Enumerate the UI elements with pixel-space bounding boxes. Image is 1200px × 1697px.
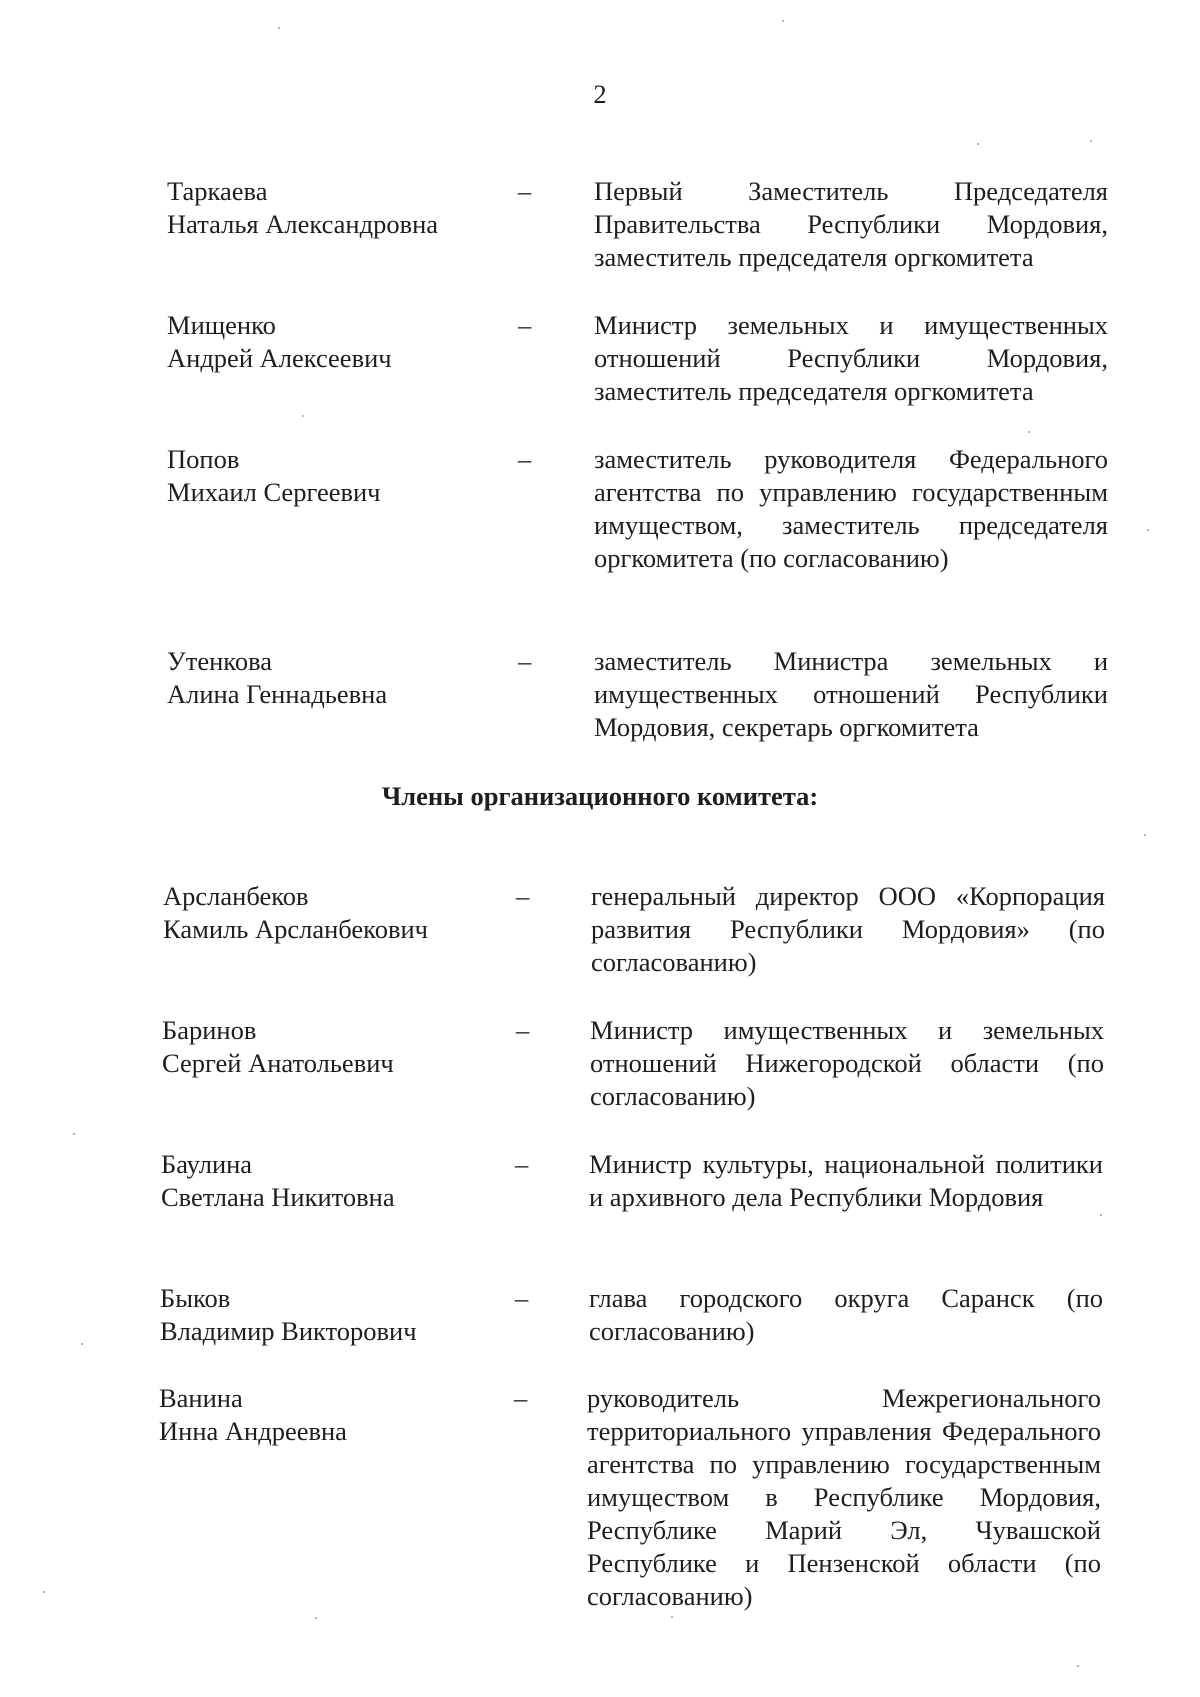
entry-dash: – [516, 881, 530, 911]
person-surname: Попов [167, 444, 240, 474]
scan-speck [73, 1133, 75, 1135]
entry-dash: – [518, 176, 532, 206]
person-given-names: Светлана Никитовна [161, 1182, 395, 1212]
person-given-names: Владимир Викторович [160, 1316, 417, 1346]
person-name [161, 1148, 481, 1214]
scan-speck [1100, 1214, 1102, 1216]
person-surname: Баулина [161, 1149, 253, 1179]
person-surname: Мищенко [167, 310, 276, 340]
person-name [167, 645, 487, 711]
scan-speck [1028, 431, 1030, 433]
person-role: глава городского округа Саранск (по согласованию) [589, 1283, 1103, 1346]
page-number: 2 [593, 79, 607, 109]
scan-speck [278, 27, 280, 29]
scan-speck [315, 1617, 317, 1619]
person-role: Министр культуры, национальной политики и архивного дела Республики Мордовия [589, 1149, 1103, 1212]
person-surname: Таркаева [167, 176, 268, 206]
scan-speck [43, 1591, 45, 1593]
person-surname: Быков [160, 1283, 231, 1313]
person-role: Первый Заместитель Председателя Правительства Республики Мордовия, заместитель председателя оргкомитета [594, 176, 1108, 272]
scan-speck [1144, 834, 1146, 836]
person-role: заместитель руководителя Федерального агентства по управлению государственным имуществом, заместитель председателя оргкомитета (по согласованию) [594, 444, 1108, 573]
scan-speck [977, 143, 979, 145]
person-name [163, 880, 483, 946]
scan-speck [1147, 529, 1149, 531]
person-given-names: Сергей Анатольевич [162, 1048, 394, 1078]
entry-dash: – [518, 646, 532, 676]
scan-speck [782, 20, 784, 22]
person-given-names: Андрей Алексеевич [167, 343, 392, 373]
person-given-names: Инна Андреевна [159, 1416, 347, 1446]
person-name [167, 309, 487, 375]
person-name [160, 1282, 480, 1348]
scan-speck [671, 1616, 673, 1618]
person-surname: Утенкова [167, 646, 272, 676]
person-surname: Баринов [162, 1015, 257, 1045]
person-given-names: Алина Геннадьевна [167, 679, 388, 709]
person-role: Министр имущественных и земельных отношений Нижегородской области (по согласованию) [590, 1015, 1104, 1111]
entry-dash: – [514, 1383, 528, 1413]
person-role: генеральный директор ООО «Корпорация развития Республики Мордовия» (по согласованию) [591, 881, 1105, 977]
entry-dash: – [515, 1149, 529, 1179]
person-name [167, 175, 487, 241]
person-given-names: Камиль Арсланбекович [163, 914, 428, 944]
person-role: руководитель Межрегионального территориального управления Федерального агентства по управлению государственным имуществом в Республике Мордовия, Республике Марий Эл, Чувашской Республике и Пензенской области (по согласованию) [587, 1383, 1101, 1611]
person-role: Министр земельных и имущественных отношений Республики Мордовия, заместитель председателя оргкомитета [594, 310, 1108, 406]
entry-dash: – [518, 444, 532, 474]
scan-speck [302, 415, 304, 417]
person-surname: Ванина [159, 1383, 243, 1413]
entry-dash: – [518, 310, 532, 340]
scan-speck [1077, 1665, 1079, 1667]
person-given-names: Наталья Александровна [167, 209, 439, 239]
members-heading: Члены организационного комитета: [381, 781, 819, 811]
entry-dash: – [516, 1015, 530, 1045]
person-surname: Арсланбеков [163, 881, 309, 911]
person-name [162, 1014, 482, 1080]
person-name [167, 443, 487, 509]
scan-speck [81, 1343, 83, 1345]
person-name [159, 1382, 479, 1448]
entry-dash: – [515, 1283, 529, 1313]
person-role: заместитель Министра земельных и имущественных отношений Республики Мордовия, секретарь оргкомитета [594, 646, 1108, 742]
person-given-names: Михаил Сергеевич [167, 477, 381, 507]
scan-speck [1090, 140, 1092, 142]
